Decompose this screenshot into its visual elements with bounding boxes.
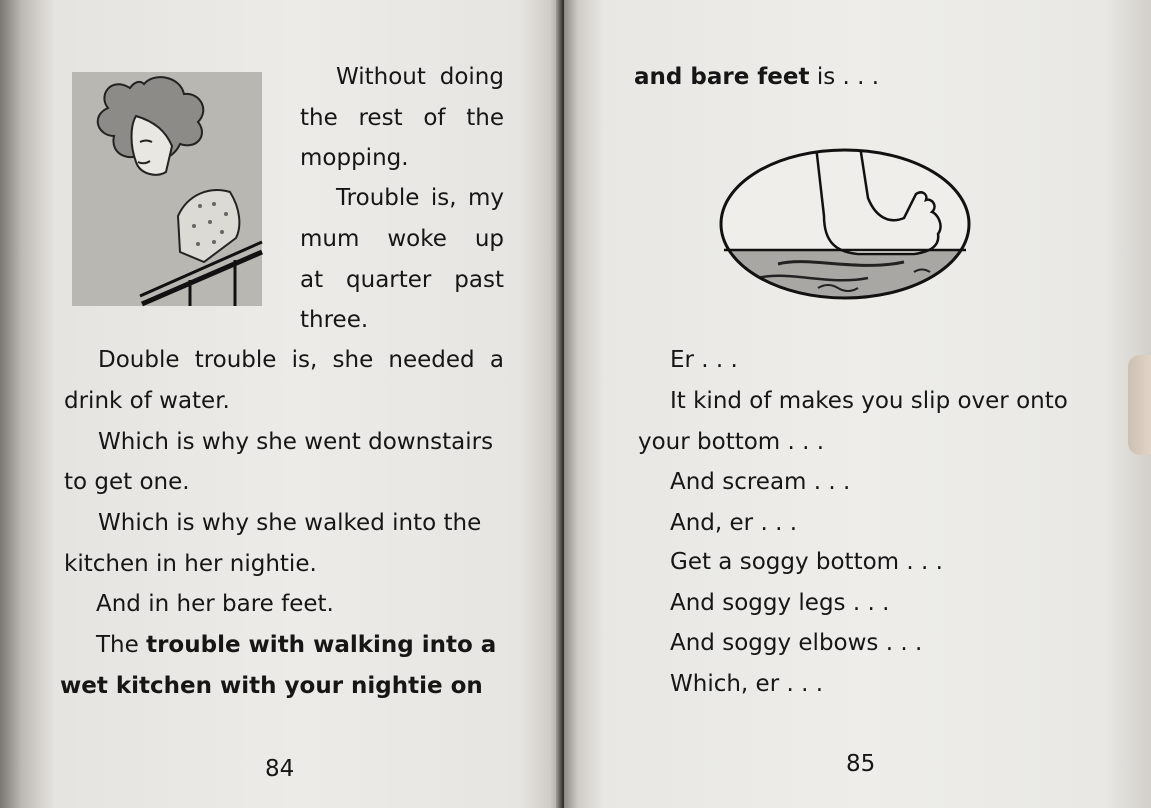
right-text-line-1: Er . . . [670, 347, 738, 373]
right-text-line-8: And soggy elbows . . . [670, 630, 923, 656]
mum-illustration [70, 66, 270, 311]
right-text-line-2: It kind of makes you slip over onto [670, 388, 1068, 414]
text-line-8: Double trouble is, she needed a [98, 347, 504, 373]
text-line-3: mopping. [300, 145, 409, 171]
right-text-line-6: Get a soggy bottom . . . [670, 549, 943, 575]
text-line-12: Which is why she walked into the [98, 510, 482, 536]
right-page [564, 0, 1151, 808]
right-text-line-4: And scream . . . [670, 469, 851, 495]
text-line-15: The trouble with walking into a [96, 632, 497, 658]
text-line-2: the rest of the [300, 105, 504, 131]
text-line-14: And in her bare feet. [96, 591, 334, 617]
right-text-line-7: And soggy legs . . . [670, 590, 890, 616]
text-line-9: drink of water. [64, 388, 230, 414]
text-line-6: at quarter past [300, 267, 504, 293]
text-line-11: to get one. [64, 469, 190, 495]
left-page [0, 0, 562, 808]
text-line-7: three. [300, 307, 369, 333]
text-line-16: wet kitchen with your nightie on [60, 673, 483, 699]
page-number-right: 85 [846, 751, 876, 777]
right-text-top: and bare feet is . . . [634, 64, 880, 90]
right-text-line-5: And, er . . . [670, 510, 798, 536]
right-text-line-9: Which, er . . . [670, 671, 824, 697]
text-line-1: Without doing [336, 64, 504, 90]
page-number-left: 84 [265, 756, 295, 782]
foot-in-puddle-illustration [718, 146, 972, 302]
thumb-edge [1128, 355, 1151, 455]
text-line-5: mum woke up [300, 226, 504, 252]
text-line-10: Which is why she went downstairs [98, 429, 494, 455]
text-line-13: kitchen in her nightie. [64, 551, 317, 577]
text-line-4: Trouble is, my [336, 185, 504, 211]
right-text-line-3: your bottom . . . [638, 429, 825, 455]
